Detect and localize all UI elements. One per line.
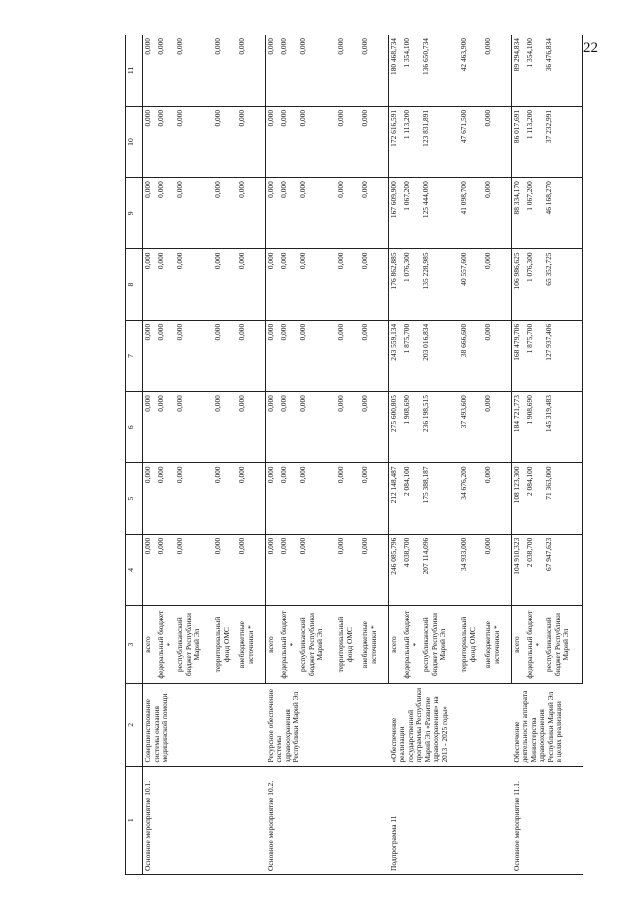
- value-cell: 0,000: [237, 320, 266, 391]
- value-cell: 0,000: [279, 320, 298, 391]
- value-cell: 0,000: [213, 106, 237, 177]
- value-cell: 47 671,500: [459, 106, 483, 177]
- program-name-cell: Подпрограмма 11: [389, 766, 512, 874]
- value-cell: 0,000: [298, 35, 336, 106]
- value-cell: 0,000: [336, 178, 360, 249]
- value-cell: 0,000: [237, 35, 266, 106]
- value-cell: 0,000: [156, 249, 175, 320]
- value-cell: 0,000: [483, 35, 512, 106]
- value-cell: 108 123,300: [512, 463, 526, 534]
- value-cell: 104 910,323: [512, 534, 526, 605]
- value-cell: 0,000: [360, 534, 389, 605]
- value-cell: 0,000: [266, 320, 280, 391]
- value-cell: 46 168,270: [544, 178, 583, 249]
- value-cell: 0,000: [213, 35, 237, 106]
- value-cell: 0,000: [279, 249, 298, 320]
- value-cell: 36 476,834: [544, 35, 583, 106]
- value-cell: 1 354,100: [525, 35, 544, 106]
- value-cell: 67 947,623: [544, 534, 583, 605]
- funding-source-cell: территориальный фонд ОМС: [336, 606, 360, 684]
- value-cell: 0,000: [360, 35, 389, 106]
- value-cell: 0,000: [360, 178, 389, 249]
- value-cell: 2 038,700: [525, 534, 544, 605]
- value-cell: 0,000: [213, 320, 237, 391]
- value-cell: 243 559,134: [389, 320, 403, 391]
- funding-source-cell: федеральный бюджет *: [402, 606, 421, 684]
- value-cell: 135 228,985: [421, 249, 459, 320]
- value-cell: 2 084,100: [402, 463, 421, 534]
- value-cell: 37 232,991: [544, 106, 583, 177]
- value-cell: 0,000: [279, 35, 298, 106]
- value-cell: 0,000: [298, 534, 336, 605]
- value-cell: 34 676,200: [459, 463, 483, 534]
- value-cell: 0,000: [483, 249, 512, 320]
- funding-source-cell: внебюджетные источники *: [237, 606, 266, 684]
- value-cell: 0,000: [175, 35, 213, 106]
- value-cell: 0,000: [483, 320, 512, 391]
- value-cell: 246 085,796: [389, 534, 403, 605]
- value-cell: 1 908,690: [525, 392, 544, 463]
- value-cell: 180 468,734: [389, 35, 403, 106]
- table-row: [389, 35, 403, 875]
- value-cell: 0,000: [143, 392, 157, 463]
- value-cell: 207 114,096: [421, 534, 459, 605]
- value-cell: 1 076,300: [402, 249, 421, 320]
- value-cell: 0,000: [237, 178, 266, 249]
- funding-source-cell: всего: [512, 606, 526, 684]
- funding-source-cell: территориальный фонд ОМС: [213, 606, 237, 684]
- funding-source-cell: федеральный бюджет *: [279, 606, 298, 684]
- value-cell: 172 616,591: [389, 106, 403, 177]
- value-cell: 0,000: [156, 392, 175, 463]
- value-cell: 236 198,515: [421, 392, 459, 463]
- value-cell: 0,000: [266, 35, 280, 106]
- value-cell: 0,000: [483, 534, 512, 605]
- value-cell: 0,000: [336, 392, 360, 463]
- value-cell: 0,000: [213, 178, 237, 249]
- value-cell: 125 444,000: [421, 178, 459, 249]
- value-cell: 0,000: [266, 392, 280, 463]
- value-cell: 0,000: [175, 320, 213, 391]
- value-cell: 0,000: [143, 35, 157, 106]
- value-cell: 34 933,000: [459, 534, 483, 605]
- column-header: 2: [126, 684, 143, 766]
- value-cell: 176 862,885: [389, 249, 403, 320]
- value-cell: 0,000: [266, 249, 280, 320]
- value-cell: 38 666,600: [459, 320, 483, 391]
- budget-table: [125, 35, 583, 875]
- program-name-cell: Основное мероприятие 11.1.: [512, 766, 583, 874]
- column-header: 3: [126, 606, 143, 684]
- value-cell: 127 937,406: [544, 320, 583, 391]
- funding-source-cell: всего: [266, 606, 280, 684]
- funding-source-cell: федеральный бюджет *: [156, 606, 175, 684]
- value-cell: 0,000: [143, 106, 157, 177]
- value-cell: 0,000: [279, 106, 298, 177]
- value-cell: 88 334,170: [512, 178, 526, 249]
- value-cell: 203 016,834: [421, 320, 459, 391]
- value-cell: 168 479,706: [512, 320, 526, 391]
- value-cell: 1 875,700: [402, 320, 421, 391]
- value-cell: 65 352,725: [544, 249, 583, 320]
- value-cell: 0,000: [237, 106, 266, 177]
- value-cell: 0,000: [143, 534, 157, 605]
- value-cell: 2 084,100: [525, 463, 544, 534]
- table-row: [512, 35, 526, 875]
- value-cell: 0,000: [143, 249, 157, 320]
- value-cell: 0,000: [279, 534, 298, 605]
- value-cell: 0,000: [213, 249, 237, 320]
- value-cell: 0,000: [266, 463, 280, 534]
- value-cell: 167 609,900: [389, 178, 403, 249]
- value-cell: 275 600,805: [389, 392, 403, 463]
- column-header: 10: [126, 106, 143, 177]
- column-header: 6: [126, 392, 143, 463]
- value-cell: 0,000: [213, 392, 237, 463]
- value-cell: 0,000: [237, 534, 266, 605]
- funding-source-cell: республиканский бюджет Республики Марий Эл: [421, 606, 459, 684]
- value-cell: 1 908,690: [402, 392, 421, 463]
- funding-source-cell: всего: [389, 606, 403, 684]
- value-cell: 0,000: [298, 106, 336, 177]
- funding-source-cell: республиканский бюджет Республики Марий Эл: [544, 606, 583, 684]
- column-header: 9: [126, 178, 143, 249]
- value-cell: 0,000: [156, 106, 175, 177]
- funding-source-cell: республиканский бюджет Республики Марий Эл: [175, 606, 213, 684]
- value-cell: 0,000: [156, 178, 175, 249]
- value-cell: 0,000: [213, 463, 237, 534]
- value-cell: 0,000: [266, 178, 280, 249]
- value-cell: 1 113,200: [402, 106, 421, 177]
- value-cell: 0,000: [298, 178, 336, 249]
- program-name-cell: Основное мероприятие 10.1.: [143, 766, 266, 874]
- value-cell: 0,000: [360, 392, 389, 463]
- value-cell: 0,000: [156, 463, 175, 534]
- value-cell: 0,000: [298, 392, 336, 463]
- program-description-cell: «Обеспечение реализации государственной программы Республики Марий Эл «Развитие здравоохранения» на 2013 - 2025 годы»: [389, 684, 512, 766]
- value-cell: 0,000: [336, 534, 360, 605]
- funding-source-cell: внебюджетные источники *: [360, 606, 389, 684]
- funding-source-cell: внебюджетные источники *: [483, 606, 512, 684]
- table-body: [143, 35, 583, 875]
- value-cell: 0,000: [483, 392, 512, 463]
- value-cell: 0,000: [237, 392, 266, 463]
- value-cell: 0,000: [279, 392, 298, 463]
- column-header: 5: [126, 463, 143, 534]
- program-name-cell: Основное мероприятие 10.2.: [266, 766, 389, 874]
- value-cell: 0,000: [175, 249, 213, 320]
- value-cell: 0,000: [175, 463, 213, 534]
- funding-source-cell: федеральный бюджет *: [525, 606, 544, 684]
- column-header: 1: [126, 766, 143, 874]
- value-cell: 0,000: [360, 320, 389, 391]
- value-cell: 71 363,000: [544, 463, 583, 534]
- value-cell: 42 463,900: [459, 35, 483, 106]
- column-header: 8: [126, 249, 143, 320]
- value-cell: 0,000: [156, 320, 175, 391]
- value-cell: 0,000: [336, 106, 360, 177]
- value-cell: 0,000: [266, 534, 280, 605]
- column-header: 4: [126, 534, 143, 605]
- value-cell: 0,000: [298, 249, 336, 320]
- value-cell: 0,000: [360, 463, 389, 534]
- value-cell: 0,000: [336, 463, 360, 534]
- value-cell: 0,000: [175, 534, 213, 605]
- value-cell: 145 319,483: [544, 392, 583, 463]
- funding-source-cell: республиканский бюджет Республики Марий Эл: [298, 606, 336, 684]
- value-cell: 0,000: [175, 106, 213, 177]
- value-cell: 0,000: [143, 178, 157, 249]
- header-row: [126, 35, 143, 875]
- program-description-cell: Ресурсное обеспечение системы здравоохранения Республики Марий Эл: [266, 684, 389, 766]
- value-cell: 212 148,487: [389, 463, 403, 534]
- value-cell: 0,000: [156, 534, 175, 605]
- value-cell: 1 067,200: [525, 178, 544, 249]
- value-cell: 0,000: [175, 392, 213, 463]
- value-cell: 1 076,300: [525, 249, 544, 320]
- value-cell: 0,000: [336, 320, 360, 391]
- table-row: [143, 35, 157, 875]
- value-cell: 1 067,200: [402, 178, 421, 249]
- column-header: 7: [126, 320, 143, 391]
- value-cell: 0,000: [143, 320, 157, 391]
- program-description-cell: Совершенствование системы оказания медицинской помощи: [143, 684, 266, 766]
- value-cell: 0,000: [360, 106, 389, 177]
- value-cell: 86 017,691: [512, 106, 526, 177]
- value-cell: 0,000: [213, 534, 237, 605]
- value-cell: 0,000: [143, 463, 157, 534]
- value-cell: 175 388,187: [421, 463, 459, 534]
- value-cell: 4 038,700: [402, 534, 421, 605]
- funding-source-cell: всего: [143, 606, 157, 684]
- column-header: 11: [126, 35, 143, 106]
- value-cell: 0,000: [279, 463, 298, 534]
- value-cell: 136 650,734: [421, 35, 459, 106]
- value-cell: 0,000: [483, 178, 512, 249]
- funding-source-cell: территориальный фонд ОМС: [459, 606, 483, 684]
- value-cell: 0,000: [360, 249, 389, 320]
- value-cell: 0,000: [266, 106, 280, 177]
- value-cell: 0,000: [279, 178, 298, 249]
- value-cell: 37 493,600: [459, 392, 483, 463]
- table-row: [266, 35, 280, 875]
- value-cell: 184 721,773: [512, 392, 526, 463]
- value-cell: 41 098,700: [459, 178, 483, 249]
- value-cell: 0,000: [237, 463, 266, 534]
- value-cell: 0,000: [298, 463, 336, 534]
- value-cell: 40 557,600: [459, 249, 483, 320]
- program-description-cell: Обеспечение деятельности аппарата Министерства здравоохранения Республики Марий Эл в целях реализации: [512, 684, 583, 766]
- value-cell: 1 354,100: [402, 35, 421, 106]
- value-cell: 0,000: [156, 35, 175, 106]
- value-cell: 0,000: [175, 178, 213, 249]
- value-cell: 89 294,834: [512, 35, 526, 106]
- page-number: 22: [583, 40, 598, 56]
- value-cell: 0,000: [298, 320, 336, 391]
- value-cell: 0,000: [336, 35, 360, 106]
- value-cell: 0,000: [237, 249, 266, 320]
- value-cell: 0,000: [336, 249, 360, 320]
- value-cell: 0,000: [483, 463, 512, 534]
- value-cell: 0,000: [483, 106, 512, 177]
- value-cell: 106 986,625: [512, 249, 526, 320]
- value-cell: 123 831,891: [421, 106, 459, 177]
- value-cell: 1 875,700: [525, 320, 544, 391]
- value-cell: 1 113,200: [525, 106, 544, 177]
